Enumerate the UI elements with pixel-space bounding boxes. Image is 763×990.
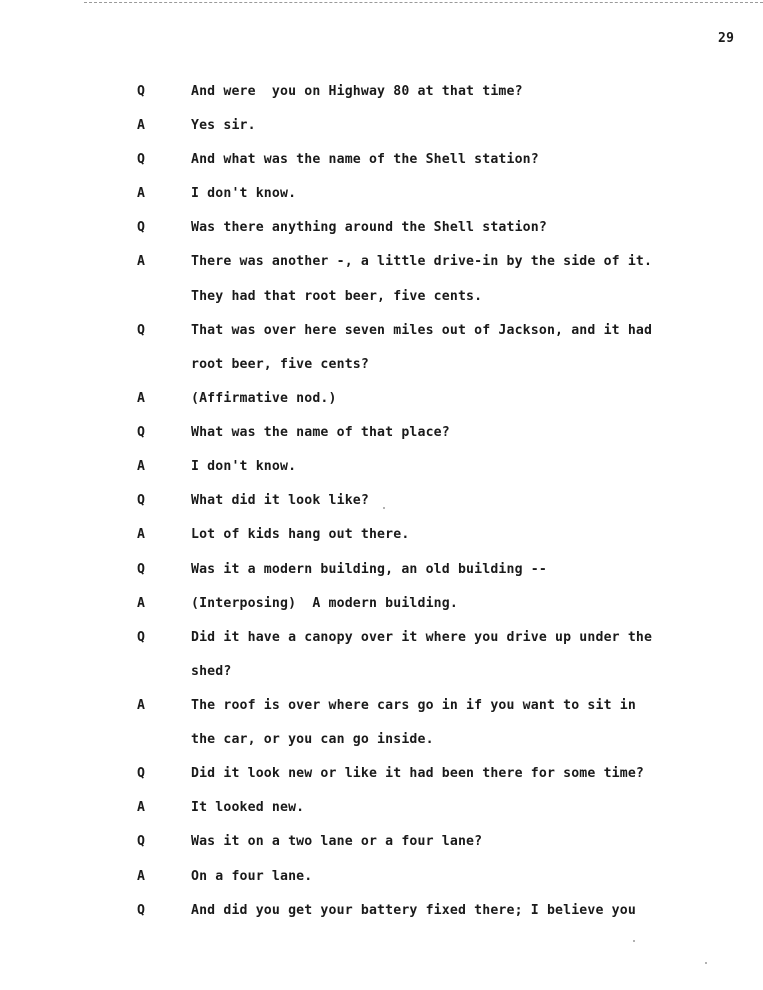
- speaker-label: Q: [137, 152, 146, 167]
- line-text: I don't know.: [191, 459, 297, 474]
- line-text: the car, or you can go inside.: [191, 732, 434, 747]
- speaker-label: Q: [137, 562, 146, 577]
- scan-speck: [383, 507, 385, 509]
- line-text: What did it look like?: [191, 493, 369, 508]
- speaker-label: A: [137, 800, 146, 815]
- speaker-label: Q: [137, 903, 146, 918]
- speaker-label: A: [137, 698, 146, 713]
- line-text: Was it a modern building, an old building --: [191, 562, 547, 577]
- line-text: What was the name of that place?: [191, 425, 450, 440]
- speaker-label: Q: [137, 84, 146, 99]
- line-text: The roof is over where cars go in if you want to sit in: [191, 698, 636, 713]
- line-text: Lot of kids hang out there.: [191, 527, 410, 542]
- line-text: It looked new.: [191, 800, 305, 815]
- speaker-label: A: [137, 596, 146, 611]
- speaker-label: A: [137, 391, 146, 406]
- line-text: Did it have a canopy over it where you drive up under the: [191, 630, 653, 645]
- line-text: There was another -, a little drive-in by the side of it.: [191, 254, 653, 269]
- speaker-label: A: [137, 118, 146, 133]
- line-text: root beer, five cents?: [191, 357, 369, 372]
- speaker-label: A: [137, 459, 146, 474]
- speaker-label: A: [137, 186, 146, 201]
- page-number: 29: [718, 31, 735, 46]
- scan-speck: [705, 962, 707, 964]
- line-text: And did you get your battery fixed there; I believe you: [191, 903, 636, 918]
- line-text: Was there anything around the Shell station?: [191, 220, 547, 235]
- speaker-label: A: [137, 254, 146, 269]
- speaker-label: A: [137, 527, 146, 542]
- line-text: Was it on a two lane or a four lane?: [191, 834, 483, 849]
- speaker-label: Q: [137, 766, 146, 781]
- line-text: That was over here seven miles out of Jackson, and it had: [191, 323, 653, 338]
- line-text: And were you on Highway 80 at that time?: [191, 84, 523, 99]
- line-text: They had that root beer, five cents.: [191, 289, 483, 304]
- speaker-label: Q: [137, 493, 146, 508]
- line-text: I don't know.: [191, 186, 297, 201]
- line-text: (Interposing) A modern building.: [191, 596, 458, 611]
- line-text: On a four lane.: [191, 869, 313, 884]
- speaker-label: Q: [137, 425, 146, 440]
- line-text: (Affirmative nod.): [191, 391, 337, 406]
- speaker-label: Q: [137, 834, 146, 849]
- speaker-label: A: [137, 869, 146, 884]
- line-text: Yes sir.: [191, 118, 256, 133]
- line-text: shed?: [191, 664, 232, 679]
- speaker-label: Q: [137, 220, 146, 235]
- scan-speck: [633, 940, 635, 942]
- speaker-label: Q: [137, 323, 146, 338]
- line-text: And what was the name of the Shell station?: [191, 152, 539, 167]
- line-text: Did it look new or like it had been there for some time?: [191, 766, 645, 781]
- speaker-label: Q: [137, 630, 146, 645]
